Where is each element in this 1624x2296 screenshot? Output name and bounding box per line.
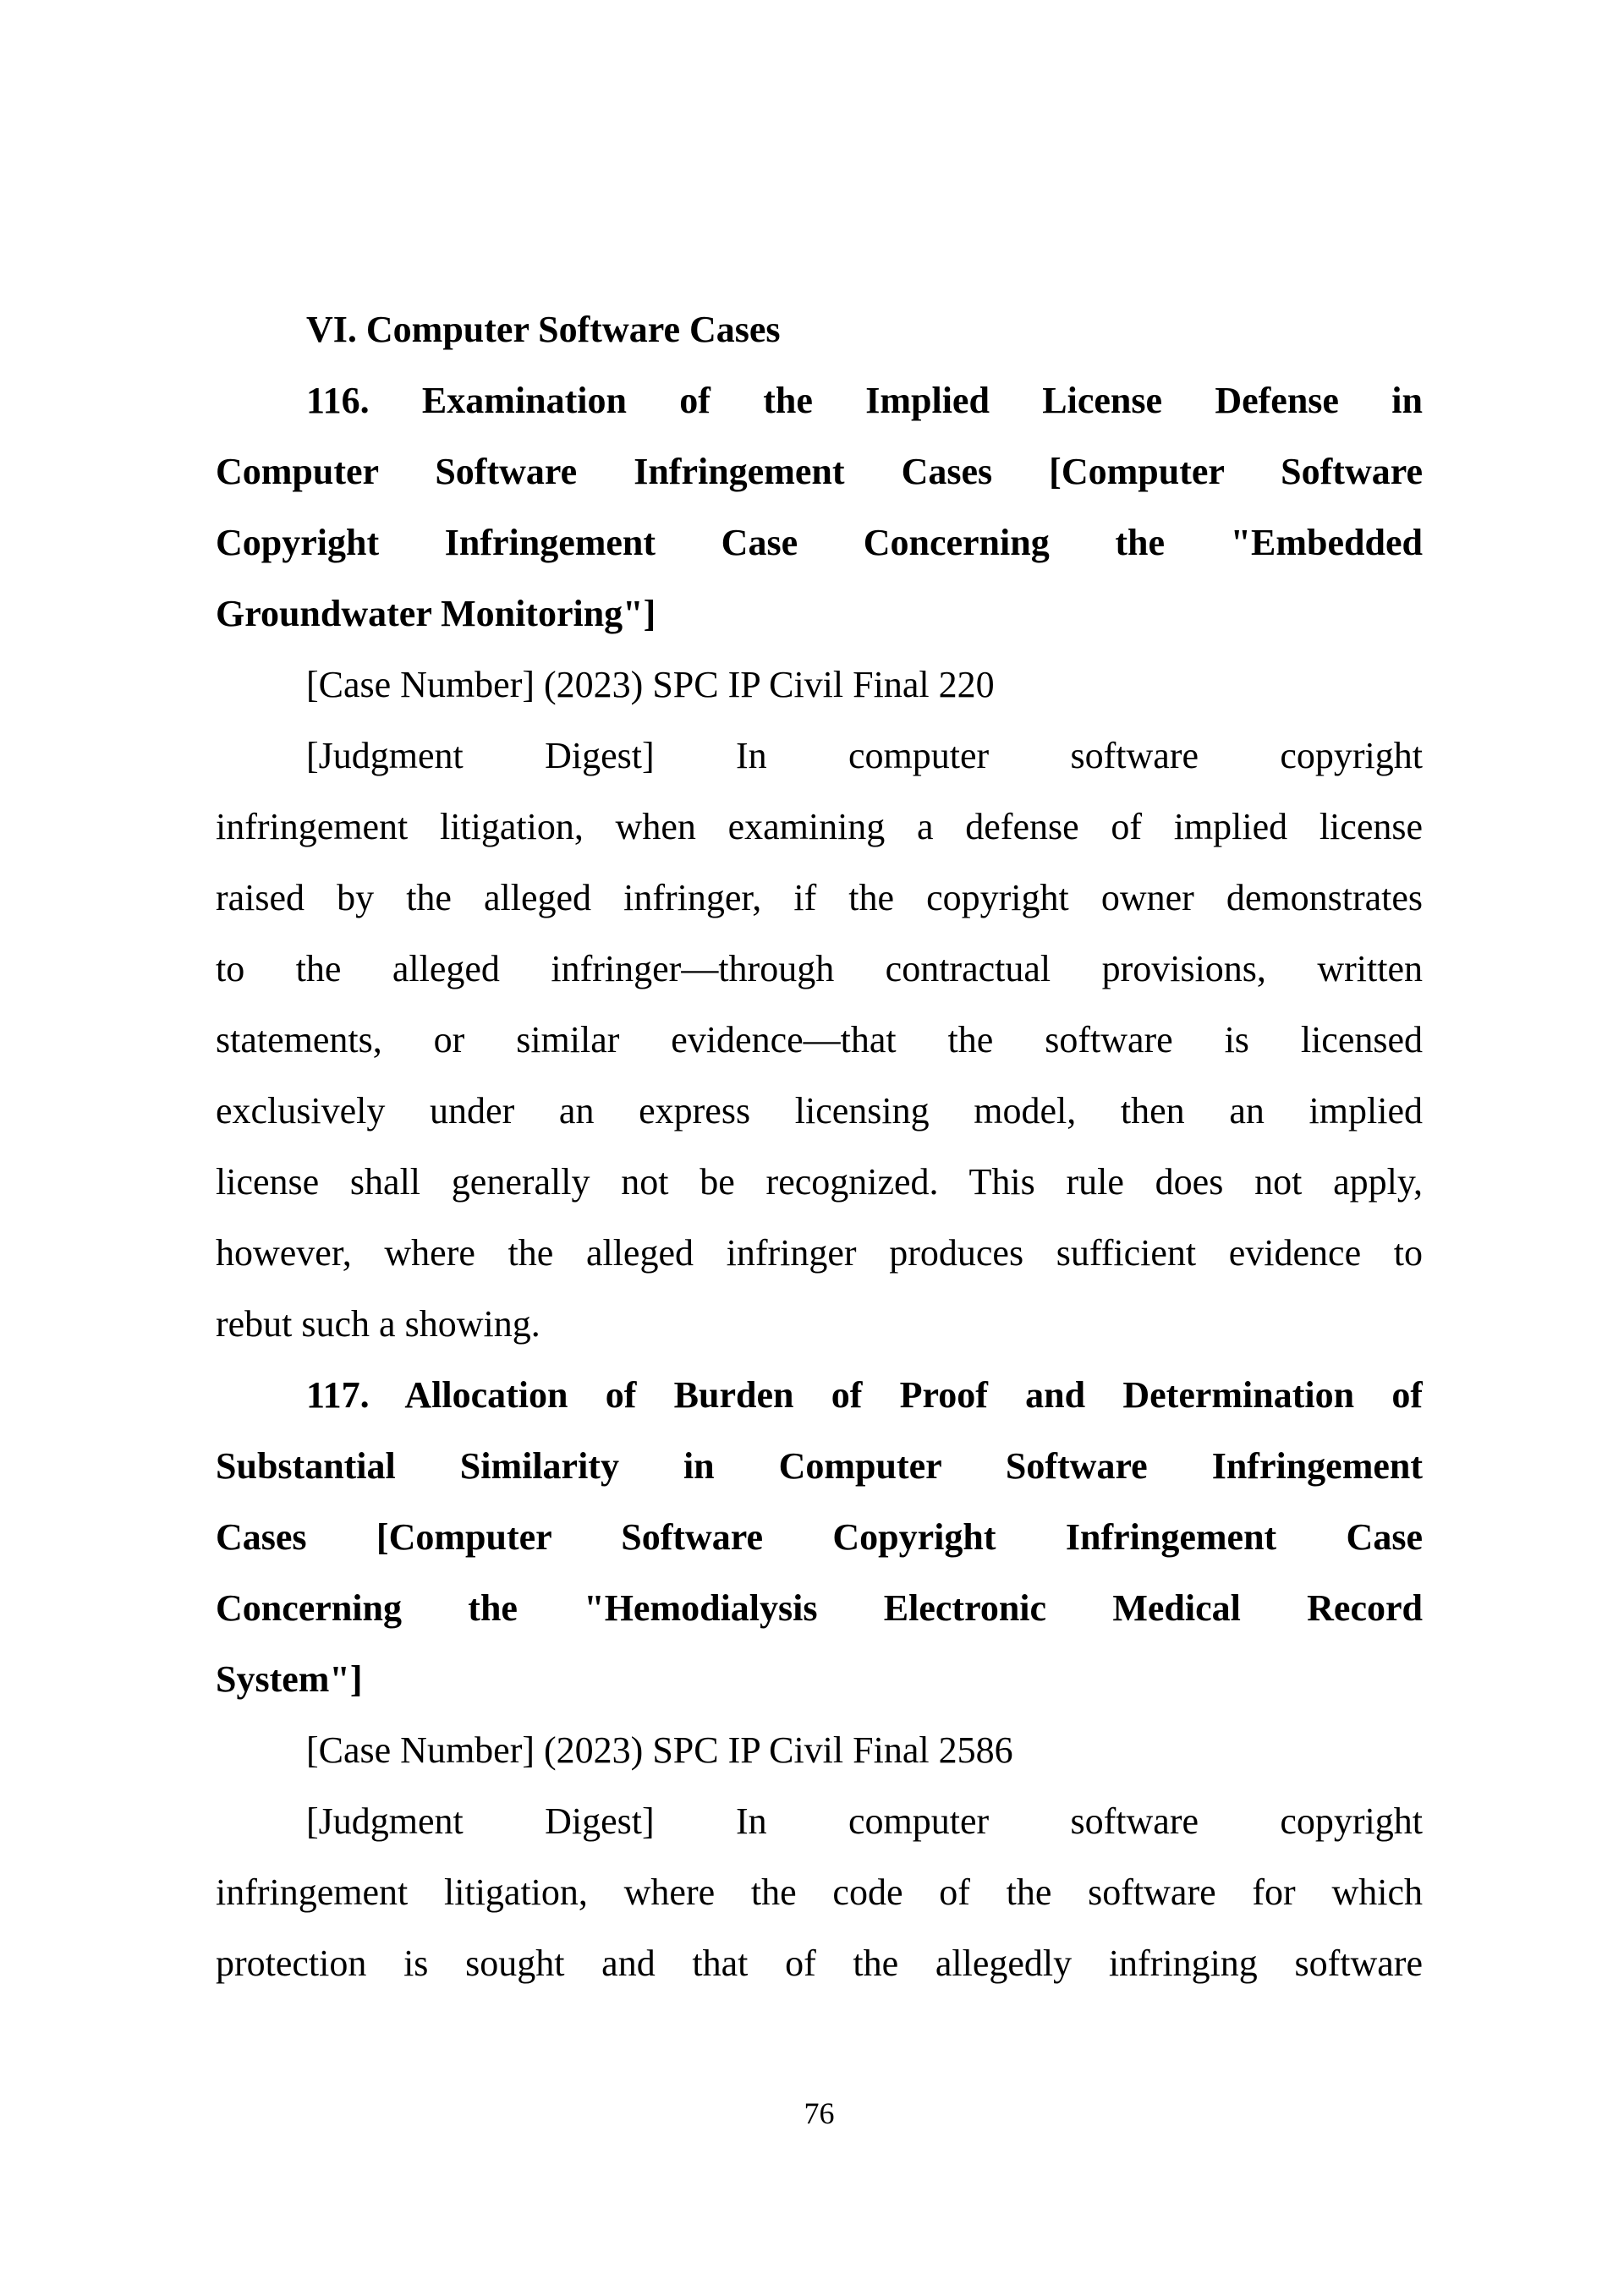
case-116-number (216, 649, 1423, 721)
text-line: 117. Allocation of Burden of Proof and Determination of (306, 1374, 1423, 1416)
case-117-number (216, 1715, 1423, 1786)
text-line: Groundwater Monitoring"] (216, 593, 656, 634)
text-line: protection is sought and that of the allegedly infringing software (216, 1943, 1423, 1984)
case-117-title (216, 1360, 1423, 1715)
case-116-title (216, 365, 1423, 649)
text-line: however, where the alleged infringer produces sufficient evidence to (216, 1232, 1423, 1274)
text-line: statements, or similar evidence—that the software is licensed (216, 1019, 1423, 1060)
text-line: Substantial Similarity in Computer Software Infringement (216, 1445, 1423, 1487)
text-line: [Judgment Digest] In computer software copyright (306, 1800, 1423, 1842)
text-line: to the alleged infringer—through contractual provisions, written (216, 948, 1423, 989)
text-line: VI. Computer Software Cases (306, 309, 781, 350)
text-line: raised by the alleged infringer, if the copyright owner demonstrates (216, 877, 1423, 918)
text-line: Cases [Computer Software Copyright Infringement Case (216, 1516, 1423, 1558)
text-line: Concerning the "Hemodialysis Electronic Medical Record (216, 1587, 1423, 1629)
text-line: [Case Number] (2023) SPC IP Civil Final 2586 (306, 1729, 1013, 1771)
text-line: 116. Examination of the Implied License Defense in (306, 380, 1423, 421)
text-line: [Case Number] (2023) SPC IP Civil Final 220 (306, 664, 995, 705)
text-line: infringement litigation, when examining a defense of implied license (216, 806, 1423, 847)
document-text-block (216, 294, 1423, 1999)
text-line: infringement litigation, where the code of the software for which (216, 1871, 1423, 1913)
case-117-digest (216, 1786, 1423, 1999)
section-heading-vi (216, 294, 1423, 365)
text-line: [Judgment Digest] In computer software copyright (306, 735, 1423, 776)
text-line: Copyright Infringement Case Concerning the "Embedded (216, 522, 1423, 563)
text-line: rebut such a showing. (216, 1303, 540, 1345)
page-number: 76 (804, 2096, 835, 2130)
text-line: exclusively under an express licensing model, then an implied (216, 1090, 1423, 1132)
text-line: System"] (216, 1658, 363, 1700)
case-116-digest (216, 721, 1423, 1360)
text-line: Computer Software Infringement Cases [Computer Software (216, 451, 1423, 492)
text-line: license shall generally not be recognized. This rule does not apply, (216, 1161, 1423, 1203)
